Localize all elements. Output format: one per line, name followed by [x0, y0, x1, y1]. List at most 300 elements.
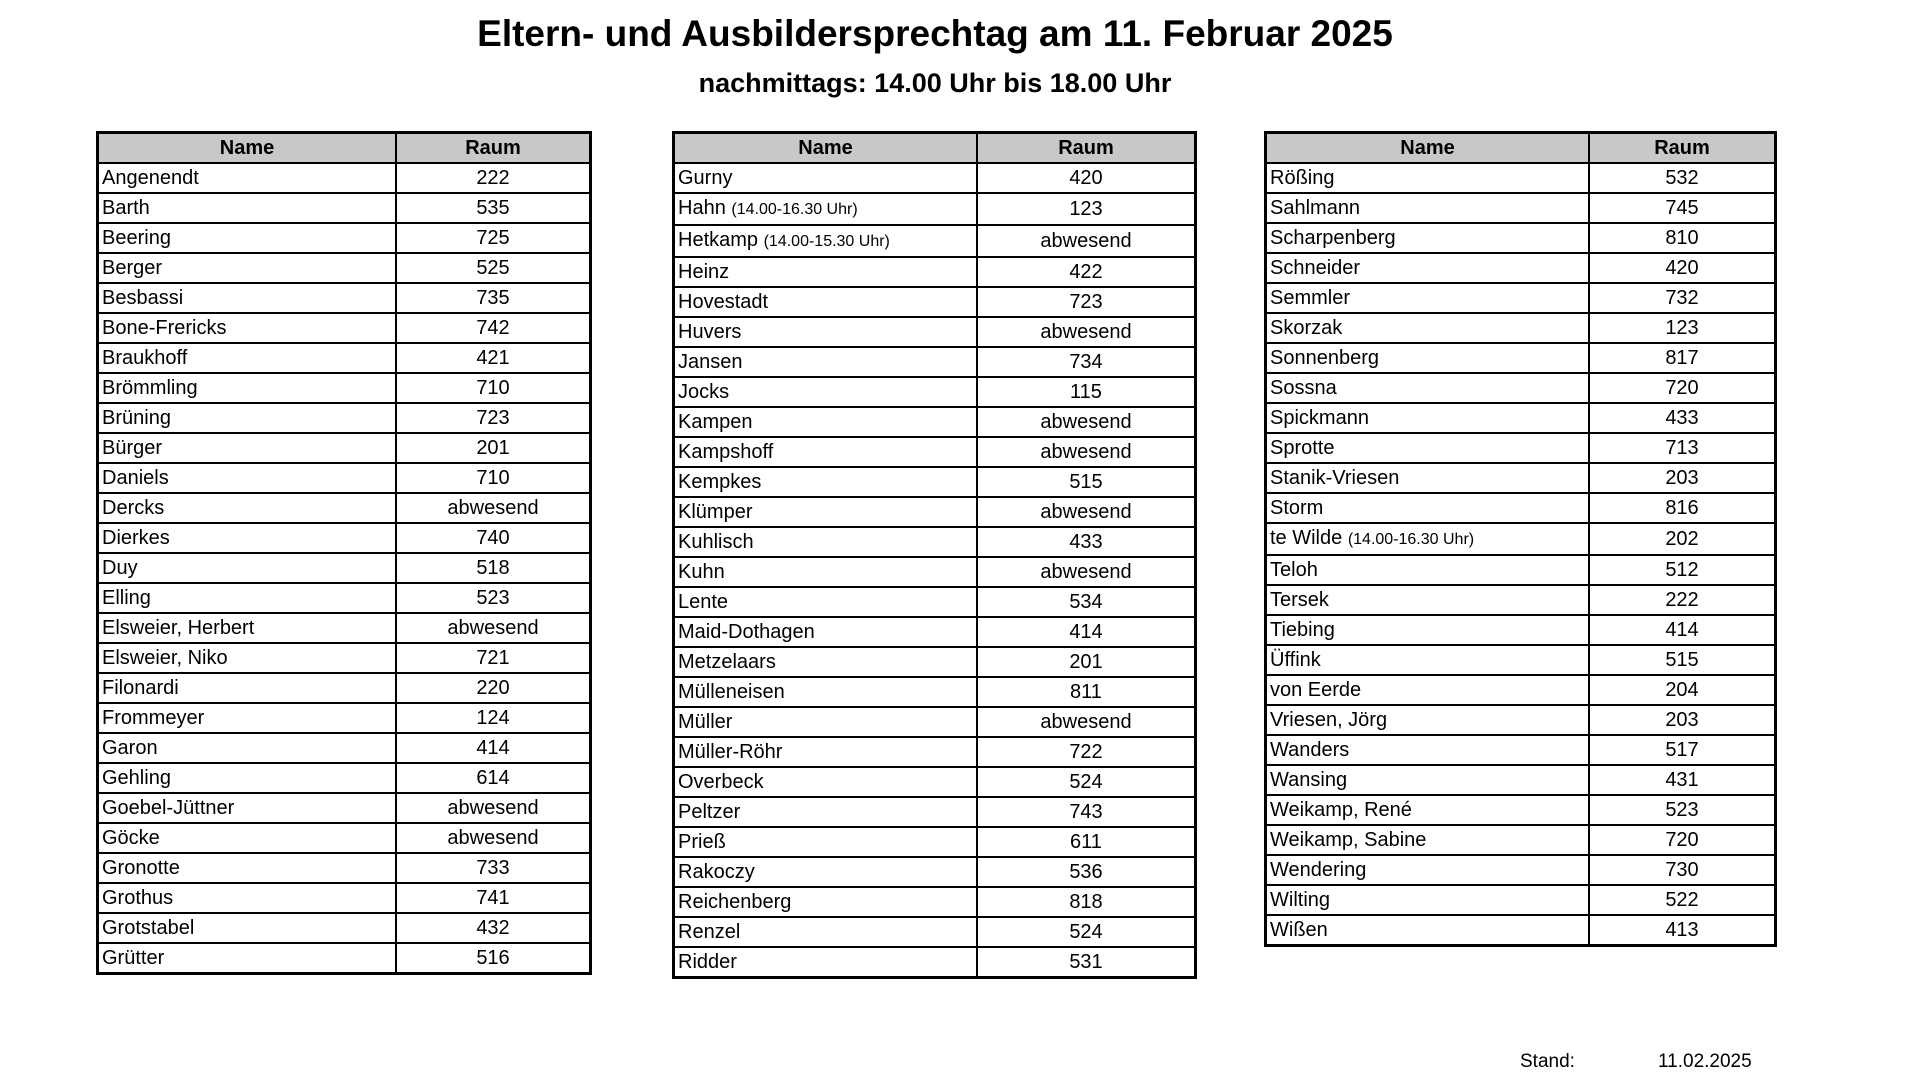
teacher-name-cell — [674, 947, 978, 978]
room-cell: 720 — [1589, 373, 1776, 403]
teacher-name-cell — [674, 193, 978, 225]
table-row — [98, 523, 591, 553]
teacher-name-cell — [98, 703, 397, 733]
teacher-name: Braukhoff — [102, 347, 188, 369]
room-cell: 522 — [1589, 885, 1776, 915]
table-row — [1266, 915, 1776, 946]
room-cell: 518 — [396, 553, 591, 583]
room-cell: 721 — [396, 643, 591, 673]
table-row — [98, 943, 591, 974]
teacher-name: Teloh — [1270, 559, 1318, 581]
room-cell: 115 — [977, 377, 1196, 407]
room-cell: abwesend — [977, 497, 1196, 527]
table-row — [674, 887, 1196, 917]
table-row — [98, 433, 591, 463]
teacher-name-cell — [98, 253, 397, 283]
teacher-name-cell — [1266, 343, 1590, 373]
teacher-name: Besbassi — [102, 287, 184, 309]
table-row — [1266, 433, 1776, 463]
table-row — [1266, 163, 1776, 193]
teacher-name: Angenendt — [102, 167, 199, 189]
table-row — [98, 493, 591, 523]
teacher-name: Sahlmann — [1270, 197, 1361, 219]
teacher-name-cell — [98, 733, 397, 763]
time-note: (14.00-16.30 Uhr) — [731, 201, 858, 218]
teacher-name-cell — [674, 707, 978, 737]
room-cell: 742 — [396, 313, 591, 343]
table-row — [98, 883, 591, 913]
teacher-name-cell — [98, 373, 397, 403]
room-cell: 818 — [977, 887, 1196, 917]
room-cell: 532 — [1589, 163, 1776, 193]
room-cell: 523 — [396, 583, 591, 613]
teacher-name: Kampen — [678, 411, 753, 433]
room-cell: 740 — [396, 523, 591, 553]
teacher-name-cell — [1266, 223, 1590, 253]
table-row — [98, 733, 591, 763]
teacher-name: Jansen — [678, 351, 743, 373]
room-cell: 745 — [1589, 193, 1776, 223]
room-cell: 741 — [396, 883, 591, 913]
teacher-name-cell — [98, 763, 397, 793]
teacher-name: Brömmling — [102, 377, 198, 399]
table-row — [1266, 403, 1776, 433]
teacher-name-cell — [1266, 283, 1590, 313]
table-row — [674, 287, 1196, 317]
room-table-3 — [1264, 131, 1777, 947]
table-row — [674, 767, 1196, 797]
table-row — [98, 793, 591, 823]
teacher-name: Gronotte — [102, 857, 180, 879]
teacher-name: Gurny — [678, 167, 733, 189]
teacher-name: Prieß — [678, 831, 726, 853]
teacher-name: Bürger — [102, 437, 163, 459]
teacher-name-cell — [1266, 523, 1590, 555]
teacher-name-cell — [98, 673, 397, 703]
table-row — [674, 527, 1196, 557]
table-row — [1266, 193, 1776, 223]
teacher-name: Scharpenberg — [1270, 227, 1396, 249]
teacher-name-cell — [98, 403, 397, 433]
table-row — [674, 467, 1196, 497]
teacher-name: Bone-Frericks — [102, 317, 227, 339]
teacher-name-cell — [1266, 825, 1590, 855]
room-cell: 535 — [396, 193, 591, 223]
teacher-name-cell — [1266, 163, 1590, 193]
teacher-name: Kampshoff — [678, 441, 774, 463]
table-row — [98, 313, 591, 343]
room-cell: 735 — [396, 283, 591, 313]
room-table-1 — [96, 131, 592, 975]
room-cell: 523 — [1589, 795, 1776, 825]
table-row — [674, 437, 1196, 467]
stand-date: 11.02.2025 — [1658, 1051, 1752, 1072]
teacher-name-cell — [1266, 855, 1590, 885]
teacher-name-cell — [98, 493, 397, 523]
teacher-name-cell — [674, 163, 978, 193]
table-row — [674, 317, 1196, 347]
table-row — [98, 913, 591, 943]
table-row — [674, 497, 1196, 527]
room-cell: 420 — [977, 163, 1196, 193]
teacher-name: Weikamp, René — [1270, 799, 1412, 821]
teacher-name: Berger — [102, 257, 163, 279]
room-cell: 734 — [977, 347, 1196, 377]
room-cell: 421 — [396, 343, 591, 373]
room-cell: abwesend — [977, 225, 1196, 257]
teacher-name: Goebel-Jüttner — [102, 797, 235, 819]
teacher-name: Kempkes — [678, 471, 762, 493]
teacher-name-cell — [674, 467, 978, 497]
teacher-name-cell — [1266, 615, 1590, 645]
table-row — [98, 763, 591, 793]
column-header-name: Name — [674, 133, 978, 164]
table-row — [98, 463, 591, 493]
teacher-name-cell — [674, 347, 978, 377]
room-cell: abwesend — [977, 317, 1196, 347]
teacher-name: Wendering — [1270, 859, 1367, 881]
room-cell: 414 — [396, 733, 591, 763]
table-row — [674, 947, 1196, 978]
teacher-name: Lente — [678, 591, 729, 613]
room-cell: 414 — [1589, 615, 1776, 645]
teacher-name-cell — [674, 737, 978, 767]
teacher-name-cell — [98, 613, 397, 643]
table-row — [674, 225, 1196, 257]
teacher-name: Hetkamp — [678, 229, 759, 251]
teacher-name-cell — [674, 225, 978, 257]
teacher-name-cell — [1266, 433, 1590, 463]
teacher-name: Müller-Röhr — [678, 741, 783, 763]
teacher-name: Sonnenberg — [1270, 347, 1379, 369]
teacher-name-cell — [1266, 585, 1590, 615]
teacher-name: Jocks — [678, 381, 730, 403]
room-cell: abwesend — [396, 493, 591, 523]
teacher-name-cell — [98, 793, 397, 823]
teacher-name: Ridder — [678, 951, 737, 973]
teacher-name-cell — [674, 557, 978, 587]
teacher-name-cell — [674, 857, 978, 887]
teacher-name-cell — [1266, 193, 1590, 223]
column-header-room: Raum — [1589, 133, 1776, 164]
teacher-name: Wanders — [1270, 739, 1350, 761]
table-row — [1266, 705, 1776, 735]
teacher-name-cell — [674, 827, 978, 857]
room-cell: abwesend — [977, 407, 1196, 437]
table-row — [1266, 343, 1776, 373]
teacher-name-cell — [98, 523, 397, 553]
teacher-name: Elsweier, Niko — [102, 647, 228, 669]
teacher-name: von Eerde — [1270, 679, 1362, 701]
table-row — [674, 617, 1196, 647]
teacher-name-cell — [98, 553, 397, 583]
room-cell: 512 — [1589, 555, 1776, 585]
room-cell: 220 — [396, 673, 591, 703]
table-row — [98, 553, 591, 583]
teacher-name-cell — [1266, 403, 1590, 433]
table-row — [674, 193, 1196, 225]
room-cell: 422 — [977, 257, 1196, 287]
teacher-name: Hahn — [678, 197, 726, 219]
room-cell: 531 — [977, 947, 1196, 978]
room-cell: 432 — [396, 913, 591, 943]
teacher-name-cell — [1266, 493, 1590, 523]
teacher-name-cell — [674, 317, 978, 347]
table-row — [1266, 555, 1776, 585]
room-cell: 810 — [1589, 223, 1776, 253]
teacher-name: Elling — [102, 587, 151, 609]
table-row — [98, 283, 591, 313]
room-cell: abwesend — [977, 557, 1196, 587]
teacher-name: Semmler — [1270, 287, 1351, 309]
teacher-name-cell — [98, 223, 397, 253]
table-row — [1266, 795, 1776, 825]
column-header-room: Raum — [977, 133, 1196, 164]
teacher-name-cell — [98, 823, 397, 853]
table-row — [1266, 735, 1776, 765]
table-row — [1266, 585, 1776, 615]
room-cell: 431 — [1589, 765, 1776, 795]
teacher-name: Wißen — [1270, 919, 1328, 941]
room-cell: 420 — [1589, 253, 1776, 283]
teacher-name: Reichenberg — [678, 891, 792, 913]
teacher-name: Daniels — [102, 467, 169, 489]
teacher-name: Tersek — [1270, 589, 1329, 611]
table-row — [674, 407, 1196, 437]
table-row — [1266, 523, 1776, 555]
room-cell: 203 — [1589, 705, 1776, 735]
room-cell: 517 — [1589, 735, 1776, 765]
table-row — [98, 823, 591, 853]
room-cell: 515 — [977, 467, 1196, 497]
table-row — [674, 557, 1196, 587]
table-row — [674, 377, 1196, 407]
teacher-name: Wilting — [1270, 889, 1331, 911]
room-table-2 — [672, 131, 1197, 979]
teacher-name-cell — [674, 407, 978, 437]
teacher-name: Renzel — [678, 921, 741, 943]
teacher-name-cell — [98, 463, 397, 493]
teacher-name: Duy — [102, 557, 138, 579]
room-cell: 203 — [1589, 463, 1776, 493]
teacher-name: Grotstabel — [102, 917, 195, 939]
table-row — [98, 223, 591, 253]
room-cell: abwesend — [977, 437, 1196, 467]
teacher-name: Spickmann — [1270, 407, 1369, 429]
teacher-name: Filonardi — [102, 677, 179, 699]
room-cell: 534 — [977, 587, 1196, 617]
column-header-name: Name — [98, 133, 397, 164]
room-cell: 710 — [396, 463, 591, 493]
teacher-name-cell — [674, 287, 978, 317]
room-cell: 816 — [1589, 493, 1776, 523]
table-row — [98, 853, 591, 883]
table-row — [98, 673, 591, 703]
time-note: (14.00-16.30 Uhr) — [1347, 531, 1475, 548]
teacher-name-cell — [674, 497, 978, 527]
table-row — [674, 797, 1196, 827]
room-cell: 204 — [1589, 675, 1776, 705]
teacher-name-cell — [98, 193, 397, 223]
teacher-name: Grütter — [102, 947, 165, 969]
teacher-name-cell — [98, 943, 397, 974]
table-row — [1266, 885, 1776, 915]
teacher-name: Hovestadt — [678, 291, 769, 313]
teacher-name: te Wilde — [1270, 527, 1343, 549]
table-row — [674, 587, 1196, 617]
table-row — [98, 163, 591, 193]
teacher-name-cell — [674, 587, 978, 617]
teacher-name: Elsweier, Herbert — [102, 617, 255, 639]
room-cell: 201 — [977, 647, 1196, 677]
teacher-name-cell — [1266, 555, 1590, 585]
table-row — [1266, 765, 1776, 795]
teacher-name-cell — [1266, 645, 1590, 675]
teacher-name: Dercks — [102, 497, 165, 519]
room-cell: abwesend — [396, 793, 591, 823]
table-row — [674, 677, 1196, 707]
teacher-name: Storm — [1270, 497, 1324, 519]
table-row — [1266, 223, 1776, 253]
room-cell: 720 — [1589, 825, 1776, 855]
teacher-name-cell — [1266, 253, 1590, 283]
room-cell: 123 — [1589, 313, 1776, 343]
teacher-name: Sossna — [1270, 377, 1337, 399]
table-row — [98, 343, 591, 373]
teacher-name-cell — [98, 163, 397, 193]
teacher-name: Mülleneisen — [678, 681, 785, 703]
teacher-name: Wansing — [1270, 769, 1348, 791]
teacher-name: Brüning — [102, 407, 171, 429]
teacher-name-cell — [674, 677, 978, 707]
table-row — [1266, 825, 1776, 855]
teacher-name-cell — [1266, 675, 1590, 705]
table-row — [1266, 283, 1776, 313]
teacher-name-cell — [1266, 795, 1590, 825]
teacher-name-cell — [1266, 373, 1590, 403]
teacher-name-cell — [98, 343, 397, 373]
stand-label: Stand: — [1520, 1051, 1575, 1072]
room-cell: 733 — [396, 853, 591, 883]
teacher-name: Stanik-Vriesen — [1270, 467, 1400, 489]
table-row — [674, 647, 1196, 677]
table-row — [98, 643, 591, 673]
teacher-name-cell — [674, 647, 978, 677]
room-cell: 725 — [396, 223, 591, 253]
room-cell: 811 — [977, 677, 1196, 707]
room-cell: 515 — [1589, 645, 1776, 675]
table-row — [674, 827, 1196, 857]
teacher-name-cell — [98, 643, 397, 673]
room-cell: 123 — [977, 193, 1196, 225]
teacher-name: Barth — [102, 197, 150, 219]
table-row — [674, 917, 1196, 947]
table-row — [674, 163, 1196, 193]
page-title: Eltern- und Ausbildersprechtag am 11. Februar 2025 — [477, 13, 1393, 54]
teacher-name: Peltzer — [678, 801, 741, 823]
table-row — [98, 613, 591, 643]
teacher-name: Overbeck — [678, 771, 764, 793]
teacher-name: Metzelaars — [678, 651, 776, 673]
teacher-name-cell — [1266, 735, 1590, 765]
table-row — [1266, 493, 1776, 523]
room-cell: 433 — [1589, 403, 1776, 433]
teacher-name: Beering — [102, 227, 171, 249]
room-cell: 536 — [977, 857, 1196, 887]
room-cell: 202 — [1589, 523, 1776, 555]
teacher-name-cell — [98, 883, 397, 913]
room-cell: 710 — [396, 373, 591, 403]
teacher-name: Sprotte — [1270, 437, 1335, 459]
teacher-name-cell — [1266, 313, 1590, 343]
room-cell: 433 — [977, 527, 1196, 557]
column-header-name: Name — [1266, 133, 1590, 164]
teacher-name-cell — [674, 377, 978, 407]
teacher-name-cell — [98, 283, 397, 313]
teacher-name-cell — [1266, 765, 1590, 795]
teacher-name: Kuhlisch — [678, 531, 754, 553]
teacher-name-cell — [98, 583, 397, 613]
room-cell: 524 — [977, 917, 1196, 947]
table-row — [1266, 373, 1776, 403]
teacher-name-cell — [1266, 885, 1590, 915]
teacher-name-cell — [98, 313, 397, 343]
table-row — [674, 347, 1196, 377]
teacher-name-cell — [1266, 463, 1590, 493]
teacher-name: Üffink — [1270, 649, 1321, 671]
room-cell: 730 — [1589, 855, 1776, 885]
room-cell: abwesend — [396, 613, 591, 643]
room-cell: 524 — [977, 767, 1196, 797]
teacher-name: Gehling — [102, 767, 171, 789]
table-row — [674, 737, 1196, 767]
room-cell: 222 — [1589, 585, 1776, 615]
room-cell: 743 — [977, 797, 1196, 827]
room-cell: abwesend — [396, 823, 591, 853]
table-row — [1266, 855, 1776, 885]
table-row — [674, 857, 1196, 887]
teacher-name: Tiebing — [1270, 619, 1335, 641]
teacher-name: Schneider — [1270, 257, 1361, 279]
teacher-name: Rakoczy — [678, 861, 755, 883]
teacher-name: Kuhn — [678, 561, 725, 583]
teacher-name-cell — [1266, 915, 1590, 946]
teacher-name-cell — [674, 887, 978, 917]
table-row — [98, 253, 591, 283]
teacher-name: Frommeyer — [102, 707, 205, 729]
room-cell: 525 — [396, 253, 591, 283]
teacher-name-cell — [98, 853, 397, 883]
room-cell: 614 — [396, 763, 591, 793]
room-cell: 413 — [1589, 915, 1776, 946]
room-cell: 222 — [396, 163, 591, 193]
room-cell: 611 — [977, 827, 1196, 857]
table-row — [674, 707, 1196, 737]
teacher-name: Vriesen, Jörg — [1270, 709, 1388, 731]
table-row — [98, 403, 591, 433]
room-cell: 414 — [977, 617, 1196, 647]
teacher-name: Grothus — [102, 887, 174, 909]
teacher-name-cell — [674, 617, 978, 647]
teacher-name-cell — [98, 433, 397, 463]
table-row — [98, 373, 591, 403]
table-row — [1266, 615, 1776, 645]
teacher-name-cell — [674, 917, 978, 947]
teacher-name: Rößing — [1270, 167, 1335, 189]
room-cell: 817 — [1589, 343, 1776, 373]
room-cell: 516 — [396, 943, 591, 974]
room-cell: 723 — [977, 287, 1196, 317]
